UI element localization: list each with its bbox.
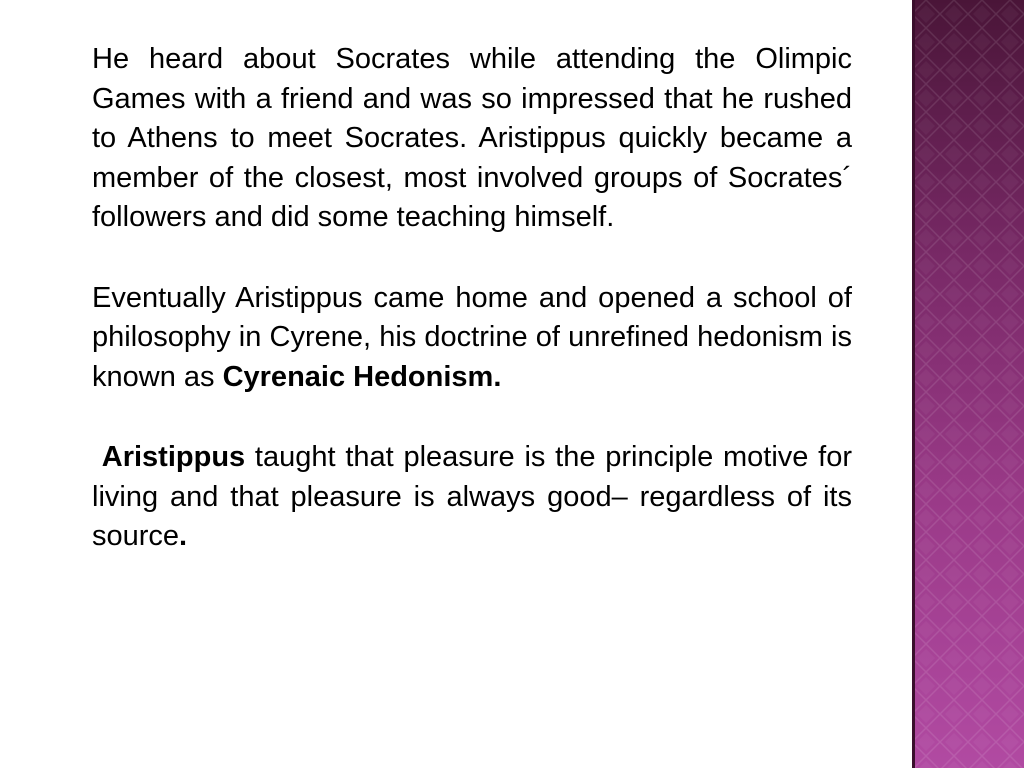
closing-period: . <box>179 520 188 552</box>
paragraph-2-text: Eventually Aristippus came home and opened a school of philosophy in Cyrene, his doctrine of unrefined hedonism is known as <box>92 281 852 393</box>
paragraph-cyrene-school <box>92 279 852 398</box>
slide-body <box>92 40 852 557</box>
paragraph-3-text: taught that pleasure is the principle motive for living and that pleasure is always good– regardless of its source <box>92 441 852 552</box>
cyrenaic-hedonism-term: Cyrenaic Hedonism. <box>222 360 502 393</box>
paragraph-socrates <box>92 40 852 238</box>
paragraph-pleasure <box>92 438 852 557</box>
aristippus-term: Aristippus <box>101 441 246 473</box>
diamond-pattern <box>912 0 1024 768</box>
decorative-side-band <box>912 0 1024 768</box>
paragraph-1-text: He heard about Socrates while attending the Olimpic Games with a friend and was so impressed that he rushed to Athens to meet Socrates. Aristippus quickly became a member of the closest, most involved groups of Socrates´ followers and did some teaching himself. <box>92 43 852 233</box>
